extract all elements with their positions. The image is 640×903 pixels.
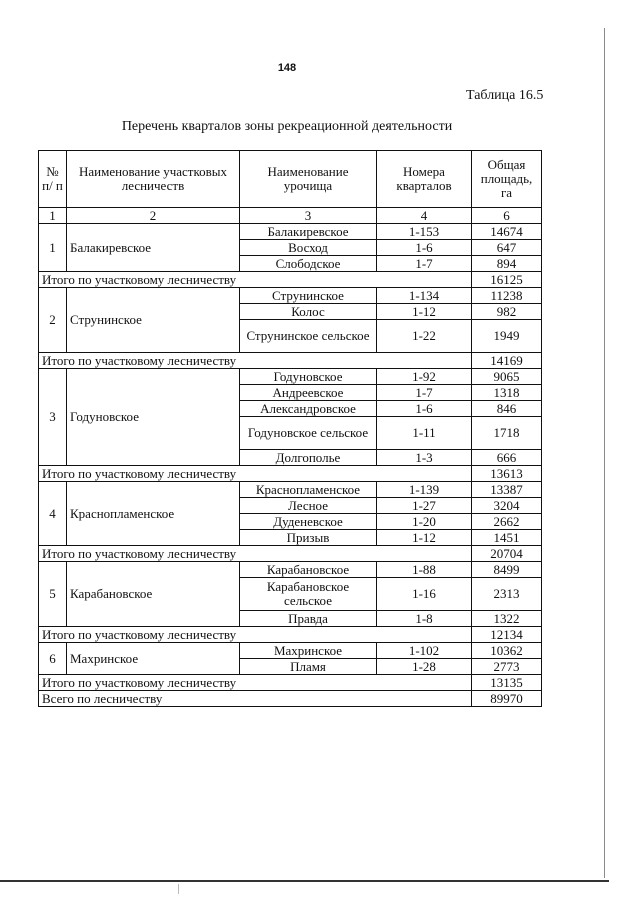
table-row (39, 482, 542, 498)
subtotal-row (39, 675, 542, 691)
tract-name: Пламя (240, 659, 377, 675)
tract-name: Правда (240, 611, 377, 627)
quarter-numbers: 1-11 (377, 417, 472, 450)
tract-name: Колос (240, 304, 377, 320)
area-value: 8499 (472, 562, 542, 578)
quarter-numbers: 1-153 (377, 224, 472, 240)
quarter-numbers: 1-8 (377, 611, 472, 627)
subtotal-row (39, 466, 542, 482)
area-value: 1322 (472, 611, 542, 627)
area-value: 894 (472, 256, 542, 272)
quarter-numbers: 1-92 (377, 369, 472, 385)
quarter-numbers: 1-3 (377, 450, 472, 466)
quarter-numbers: 1-6 (377, 401, 472, 417)
subtotal-label: Итого по участковому лесничеству (39, 675, 472, 691)
area-value: 2662 (472, 514, 542, 530)
area-value: 2773 (472, 659, 542, 675)
subtotal-row (39, 627, 542, 643)
area-value: 982 (472, 304, 542, 320)
quarter-numbers: 1-7 (377, 385, 472, 401)
header-row (39, 151, 542, 208)
scan-artifact-mark (178, 884, 179, 894)
tract-name: Лесное (240, 498, 377, 514)
area-value: 647 (472, 240, 542, 256)
header-tract-name: Наименование урочища (240, 151, 377, 208)
forestry-name: Балакиревское (67, 224, 240, 272)
quarter-numbers: 1-28 (377, 659, 472, 675)
subtotal-value: 13613 (472, 466, 542, 482)
header-number: № п/ п (39, 151, 67, 208)
subtotal-label: Итого по участковому лесничеству (39, 353, 472, 369)
subtotal-value: 13135 (472, 675, 542, 691)
subtotal-value: 20704 (472, 546, 542, 562)
forestry-name: Годуновское (67, 369, 240, 466)
quarter-numbers: 1-22 (377, 320, 472, 353)
tract-name: Струнинское (240, 288, 377, 304)
subtotal-label: Итого по участковому лесничеству (39, 627, 472, 643)
column-number: 2 (67, 208, 240, 224)
tract-name: Балакиревское (240, 224, 377, 240)
table-label: Таблица 16.5 (466, 88, 544, 103)
area-value: 2313 (472, 578, 542, 611)
tract-name: Дуденевское (240, 514, 377, 530)
subtotal-label: Итого по участковому лесничеству (39, 272, 472, 288)
tract-name: Краснопламенское (240, 482, 377, 498)
forestry-name: Карабановское (67, 562, 240, 627)
tract-name: Годуновское (240, 369, 377, 385)
tract-name: Долгополье (240, 450, 377, 466)
quarter-numbers: 1-20 (377, 514, 472, 530)
grand-total-value: 89970 (472, 691, 542, 707)
quarter-numbers: 1-27 (377, 498, 472, 514)
tract-name: Карабановское (240, 562, 377, 578)
quarter-numbers: 1-88 (377, 562, 472, 578)
group-number: 5 (39, 562, 67, 627)
group-number: 2 (39, 288, 67, 353)
tract-name: Карабановское сельское (240, 578, 377, 611)
subtotal-value: 14169 (472, 353, 542, 369)
tract-name: Призыв (240, 530, 377, 546)
area-value: 1718 (472, 417, 542, 450)
grand-total-label: Всего по лесничеству (39, 691, 472, 707)
quarter-numbers: 1-12 (377, 530, 472, 546)
subtotal-value: 12134 (472, 627, 542, 643)
header-total-area: Общая площадь, га (472, 151, 542, 208)
group-number: 3 (39, 369, 67, 466)
table-row (39, 562, 542, 578)
quarter-numbers: 1-6 (377, 240, 472, 256)
column-number: 1 (39, 208, 67, 224)
subtotal-label: Итого по участковому лесничеству (39, 466, 472, 482)
column-number: 4 (377, 208, 472, 224)
tract-name: Слободское (240, 256, 377, 272)
group-number: 1 (39, 224, 67, 272)
area-value: 1318 (472, 385, 542, 401)
quarter-numbers: 1-134 (377, 288, 472, 304)
subtotal-row (39, 272, 542, 288)
quarter-numbers: 1-102 (377, 643, 472, 659)
forestry-name: Струнинское (67, 288, 240, 353)
subtotal-value: 16125 (472, 272, 542, 288)
group-number: 4 (39, 482, 67, 546)
column-number: 6 (472, 208, 542, 224)
area-value: 1451 (472, 530, 542, 546)
quarter-numbers: 1-139 (377, 482, 472, 498)
tract-name: Александровское (240, 401, 377, 417)
area-value: 10362 (472, 643, 542, 659)
quarter-numbers: 1-16 (377, 578, 472, 611)
header-quarter-numbers: Номера кварталов (377, 151, 472, 208)
area-value: 11238 (472, 288, 542, 304)
table-row (39, 643, 542, 659)
table-row (39, 369, 542, 385)
column-number: 3 (240, 208, 377, 224)
table-body (39, 151, 542, 707)
area-value: 13387 (472, 482, 542, 498)
grand-total-row (39, 691, 542, 707)
document-title: Перечень кварталов зоны рекреационной деятельности (121, 119, 453, 134)
quarter-numbers: 1-12 (377, 304, 472, 320)
area-value: 666 (472, 450, 542, 466)
table-row (39, 224, 542, 240)
scan-bottom-line (0, 880, 609, 882)
recreation-quarters-table (38, 150, 542, 707)
column-number-row (39, 208, 542, 224)
quarter-numbers: 1-7 (377, 256, 472, 272)
forestry-name: Махринское (67, 643, 240, 675)
subtotal-row (39, 546, 542, 562)
scan-edge-line (604, 28, 605, 878)
tract-name: Махринское (240, 643, 377, 659)
subtotal-row (39, 353, 542, 369)
forestry-name: Краснопламенское (67, 482, 240, 546)
tract-name: Струнинское сельское (240, 320, 377, 353)
tract-name: Андреевское (240, 385, 377, 401)
area-value: 3204 (472, 498, 542, 514)
area-value: 9065 (472, 369, 542, 385)
tract-name: Годуновское сельское (240, 417, 377, 450)
area-value: 1949 (472, 320, 542, 353)
page-number: 148 (277, 62, 297, 74)
subtotal-label: Итого по участковому лесничеству (39, 546, 472, 562)
header-forestry-name: Наименование участковых лесничеств (67, 151, 240, 208)
tract-name: Восход (240, 240, 377, 256)
group-number: 6 (39, 643, 67, 675)
area-value: 846 (472, 401, 542, 417)
area-value: 14674 (472, 224, 542, 240)
table-row (39, 288, 542, 304)
